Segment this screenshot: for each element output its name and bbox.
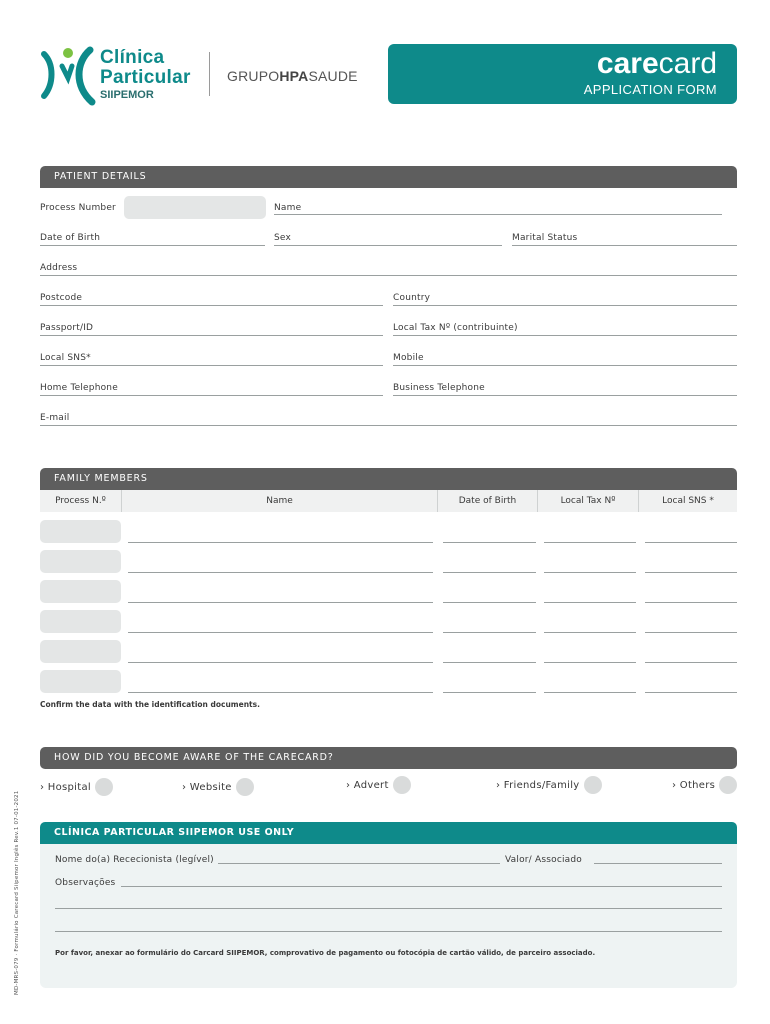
aware-option-friends[interactable] <box>496 776 602 794</box>
aware-hospital-label: › Hospital <box>40 782 91 793</box>
local-tax-label: Local Tax Nº (contribuinte) <box>393 323 518 333</box>
aware-title: HOW DID YOU BECOME AWARE OF THE CARECARD? <box>54 752 334 763</box>
email-field[interactable] <box>40 425 737 426</box>
clinic-logo-text <box>100 48 191 103</box>
carecard-title <box>597 46 717 82</box>
family-process-number-field[interactable] <box>40 580 121 603</box>
aware-option-website[interactable] <box>182 778 254 796</box>
grupo-prefix: GRUPO <box>227 68 280 84</box>
aware-header <box>40 747 737 769</box>
family-sns-field[interactable] <box>645 572 737 573</box>
observations-label: Observações <box>55 878 116 888</box>
family-process-number-field[interactable] <box>40 520 121 543</box>
business-telephone-label: Business Telephone <box>393 383 485 393</box>
passport-field[interactable] <box>40 335 383 336</box>
family-process-number-field[interactable] <box>40 550 121 573</box>
aware-website-label: › Website <box>182 782 232 793</box>
family-tax-field[interactable] <box>544 662 636 663</box>
family-sns-field[interactable] <box>645 632 737 633</box>
country-label: Country <box>393 293 431 303</box>
postcode-label: Postcode <box>40 293 83 303</box>
business-telephone-field[interactable] <box>393 395 737 396</box>
col-name: Name <box>122 490 438 512</box>
family-name-field[interactable] <box>128 542 433 543</box>
family-process-number-field[interactable] <box>40 610 121 633</box>
family-tax-field[interactable] <box>544 572 636 573</box>
aware-option-advert[interactable] <box>346 776 411 794</box>
sex-label: Sex <box>274 233 292 243</box>
family-name-field[interactable] <box>128 692 433 693</box>
aware-others-label: › Others <box>672 780 716 791</box>
family-process-number-field[interactable] <box>40 640 121 663</box>
home-telephone-field[interactable] <box>40 395 383 396</box>
internal-use-header <box>40 822 737 844</box>
family-name-field[interactable] <box>128 602 433 603</box>
passport-label: Passport/ID <box>40 323 94 333</box>
family-sns-field[interactable] <box>645 542 737 543</box>
marital-status-label: Marital Status <box>512 233 578 243</box>
family-sns-field[interactable] <box>645 662 737 663</box>
patient-details-title: PATIENT DETAILS <box>54 171 147 182</box>
family-tax-field[interactable] <box>544 542 636 543</box>
family-members-header <box>40 468 737 490</box>
family-name-field[interactable] <box>128 572 433 573</box>
advert-checkbox[interactable] <box>393 776 411 794</box>
family-dob-field[interactable] <box>443 602 536 603</box>
family-dob-field[interactable] <box>443 632 536 633</box>
observations-field-1[interactable] <box>121 886 722 887</box>
carecard-light: card <box>658 47 717 80</box>
mobile-field[interactable] <box>393 365 737 366</box>
local-sns-label: Local SNS* <box>40 353 91 363</box>
internal-use-panel <box>40 844 737 988</box>
value-label: Valor/ Associado <box>505 855 582 865</box>
family-name-field[interactable] <box>128 662 433 663</box>
aware-advert-label: › Advert <box>346 780 389 791</box>
postcode-field[interactable] <box>40 305 383 306</box>
sex-field[interactable] <box>274 245 502 246</box>
process-number-field[interactable] <box>124 196 266 219</box>
name-label: Name <box>274 203 302 213</box>
website-checkbox[interactable] <box>236 778 254 796</box>
aware-option-hospital[interactable] <box>40 778 113 796</box>
home-telephone-label: Home Telephone <box>40 383 118 393</box>
receptionist-field[interactable] <box>218 863 500 864</box>
grupo-suffix: SAUDE <box>308 68 358 84</box>
grupo-bold: HPA <box>279 68 309 84</box>
country-field[interactable] <box>393 305 737 306</box>
logo-line-2: Particular <box>100 67 191 88</box>
family-sns-field[interactable] <box>645 692 737 693</box>
aware-friends-label: › Friends/Family <box>496 780 580 791</box>
clinic-logo-icon <box>38 44 98 106</box>
family-tax-field[interactable] <box>544 602 636 603</box>
family-dob-field[interactable] <box>443 572 536 573</box>
hospital-checkbox[interactable] <box>95 778 113 796</box>
logo-line-3: SIIPEMOR <box>100 89 154 101</box>
value-field[interactable] <box>594 863 722 864</box>
carecard-bold: care <box>596 47 659 80</box>
address-field[interactable] <box>40 275 737 276</box>
internal-use-title: CLÍNICA PARTICULAR SIIPEMOR USE ONLY <box>54 827 295 838</box>
observations-field-3[interactable] <box>55 931 722 932</box>
grupo-hpa-logo <box>227 68 358 84</box>
friends-checkbox[interactable] <box>584 776 602 794</box>
receptionist-label: Nome do(a) Rececionista (legível) <box>55 855 214 865</box>
observations-field-2[interactable] <box>55 908 722 909</box>
document-code: MD-MRS-079 · Formulário Carecard Siipemor Inglês Rev.1 07-01-2021 <box>14 790 20 995</box>
process-number-label: Process Number <box>40 203 116 213</box>
email-label: E-mail <box>40 413 70 423</box>
attachment-note: Por favor, anexar ao formulário do Carcard SIIPEMOR, comprovativo de pagamento ou fotocópia de cartão válido, de parceiro associado. <box>55 949 596 957</box>
mobile-label: Mobile <box>393 353 424 363</box>
others-checkbox[interactable] <box>719 776 737 794</box>
col-process-number: Process N.º <box>40 490 122 512</box>
family-members-title: FAMILY MEMBERS <box>54 473 148 484</box>
confirm-note: Confirm the data with the identification documents. <box>40 700 260 709</box>
local-sns-field[interactable] <box>40 365 383 366</box>
logo-line-1: Clínica <box>100 47 165 68</box>
address-label: Address <box>40 263 78 273</box>
logo-divider <box>209 52 210 96</box>
col-date-of-birth: Date of Birth <box>438 490 538 512</box>
family-tax-field[interactable] <box>544 632 636 633</box>
dob-field[interactable] <box>40 245 265 246</box>
aware-option-others[interactable] <box>672 776 737 794</box>
family-dob-field[interactable] <box>443 662 536 663</box>
family-dob-field[interactable] <box>443 542 536 543</box>
local-tax-field[interactable] <box>393 335 737 336</box>
col-local-sns: Local SNS * <box>639 490 737 512</box>
family-dob-field[interactable] <box>443 692 536 693</box>
name-field[interactable] <box>274 214 722 215</box>
family-process-number-field[interactable] <box>40 670 121 693</box>
patient-details-header <box>40 166 737 188</box>
marital-status-field[interactable] <box>512 245 737 246</box>
family-name-field[interactable] <box>128 632 433 633</box>
application-form-subtitle: APPLICATION FORM <box>583 82 717 97</box>
family-tax-field[interactable] <box>544 692 636 693</box>
family-sns-field[interactable] <box>645 602 737 603</box>
col-local-tax: Local Tax Nº <box>538 490 639 512</box>
carecard-banner <box>388 44 737 104</box>
dob-label: Date of Birth <box>40 233 101 243</box>
